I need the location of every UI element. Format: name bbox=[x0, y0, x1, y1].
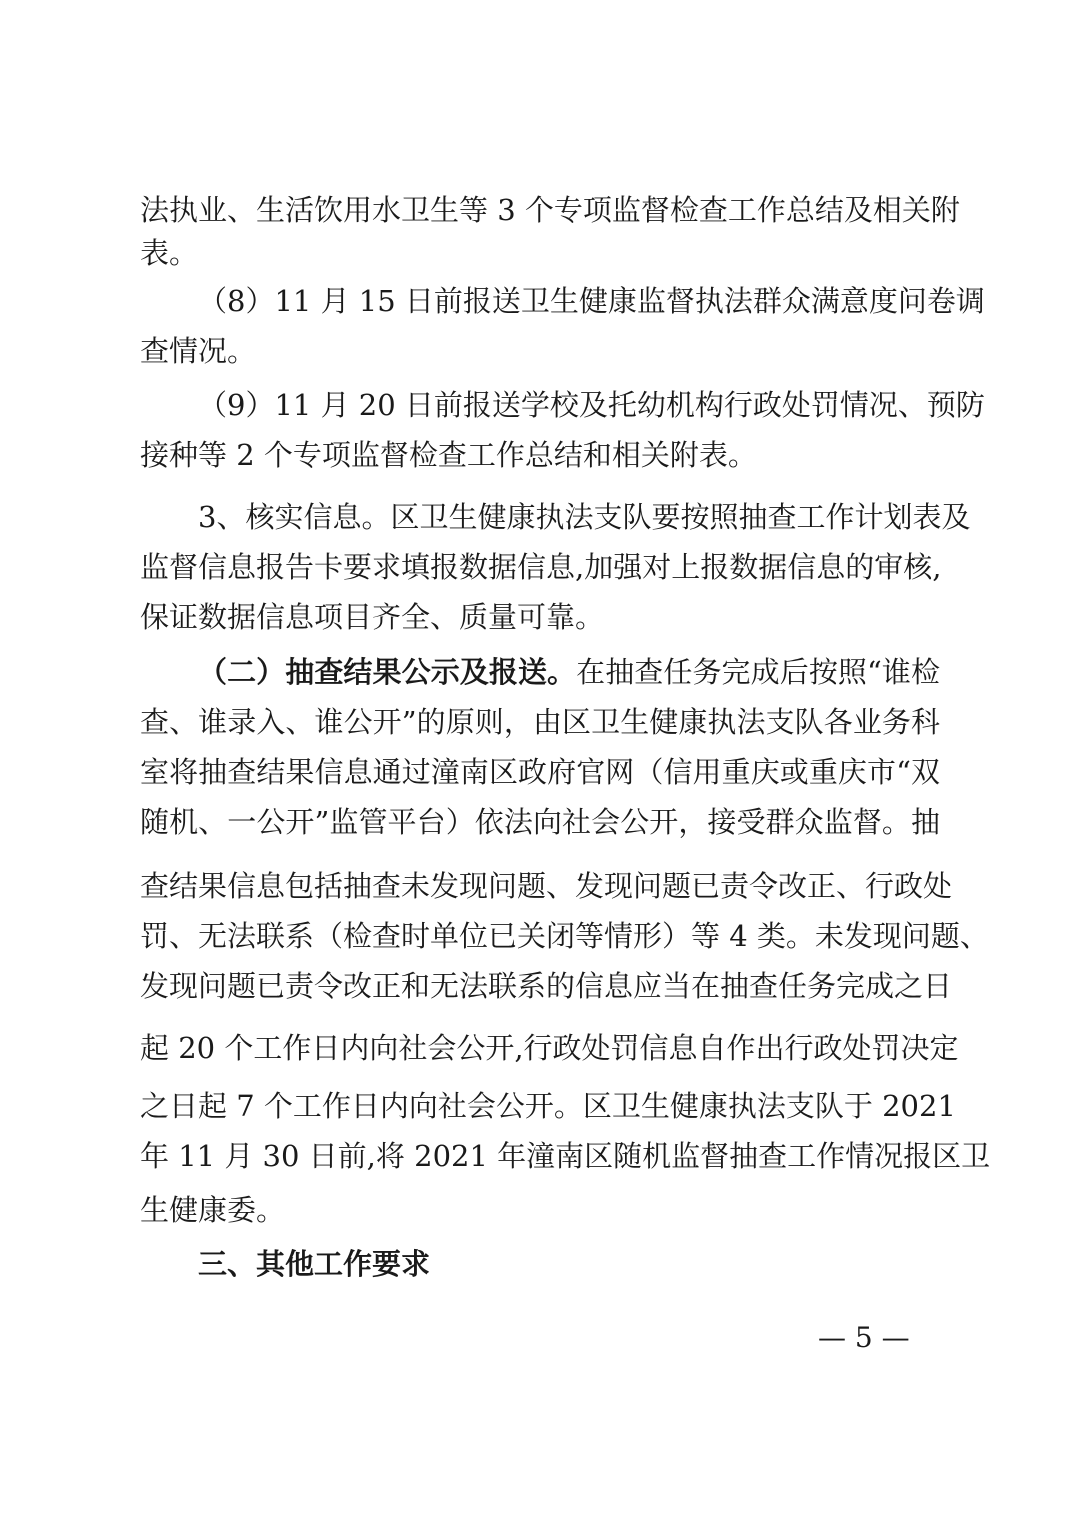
page-number: — 5 — bbox=[818, 1321, 910, 1354]
paragraph-line: 发现问题已责令改正和无法联系的信息应当在抽查任务完成之日 bbox=[140, 969, 953, 1003]
paragraph-line: 监督信息报告卡要求填报数据信息,加强对上报数据信息的审核, bbox=[140, 550, 942, 584]
paragraph-first-line bbox=[198, 652, 940, 692]
paragraph-line: 查情况。 bbox=[140, 334, 257, 368]
paragraph-line: 年 11 月 30 日前,将 2021 年潼南区随机监督抽查工作情况报区卫 bbox=[140, 1139, 991, 1173]
paragraph-line: 表。 bbox=[140, 236, 199, 270]
paragraph-text: 在抽查任务完成后按照“谁检 bbox=[576, 655, 940, 689]
paragraph-line: 之日起 7 个工作日内向社会公开。区卫生健康执法支队于 2021 bbox=[140, 1089, 956, 1123]
paragraph-line: 起 20 个工作日内向社会公开,行政处罚信息自作出行政处罚决定 bbox=[140, 1031, 959, 1065]
subsection-heading: （二）抽查结果公示及报送。 bbox=[198, 655, 577, 689]
paragraph-line: 查、谁录入、谁公开”的原则，由区卫生健康执法支队各业务科 bbox=[140, 705, 940, 739]
paragraph-line: 法执业、生活饮用水卫生等 3 个专项监督检查工作总结及相关附 bbox=[140, 193, 960, 227]
paragraph-line: 室将抽查结果信息通过潼南区政府官网（信用重庆或重庆市“双 bbox=[140, 755, 940, 789]
paragraph-line: 保证数据信息项目齐全、质量可靠。 bbox=[140, 600, 605, 634]
paragraph-line: 随机、一公开”监管平台）依法向社会公开，接受群众监督。抽 bbox=[140, 805, 940, 839]
paragraph-line: 3、核实信息。区卫生健康执法支队要按照抽查工作计划表及 bbox=[198, 500, 971, 534]
paragraph-line: （8）11 月 15 日前报送卫生健康监督执法群众满意度问卷调 bbox=[198, 284, 985, 318]
paragraph-line: 生健康委。 bbox=[140, 1193, 286, 1227]
section-heading: 三、其他工作要求 bbox=[198, 1247, 431, 1281]
paragraph-line: （9）11 月 20 日前报送学校及托幼机构行政处罚情况、预防 bbox=[198, 388, 985, 422]
paragraph-line: 罚、无法联系（检查时单位已关闭等情形）等 4 类。未发现问题、 bbox=[140, 919, 989, 953]
paragraph-line: 接种等 2 个专项监督检查工作总结和相关附表。 bbox=[140, 438, 757, 472]
paragraph-line: 查结果信息包括抽查未发现问题、发现问题已责令改正、行政处 bbox=[140, 869, 953, 903]
